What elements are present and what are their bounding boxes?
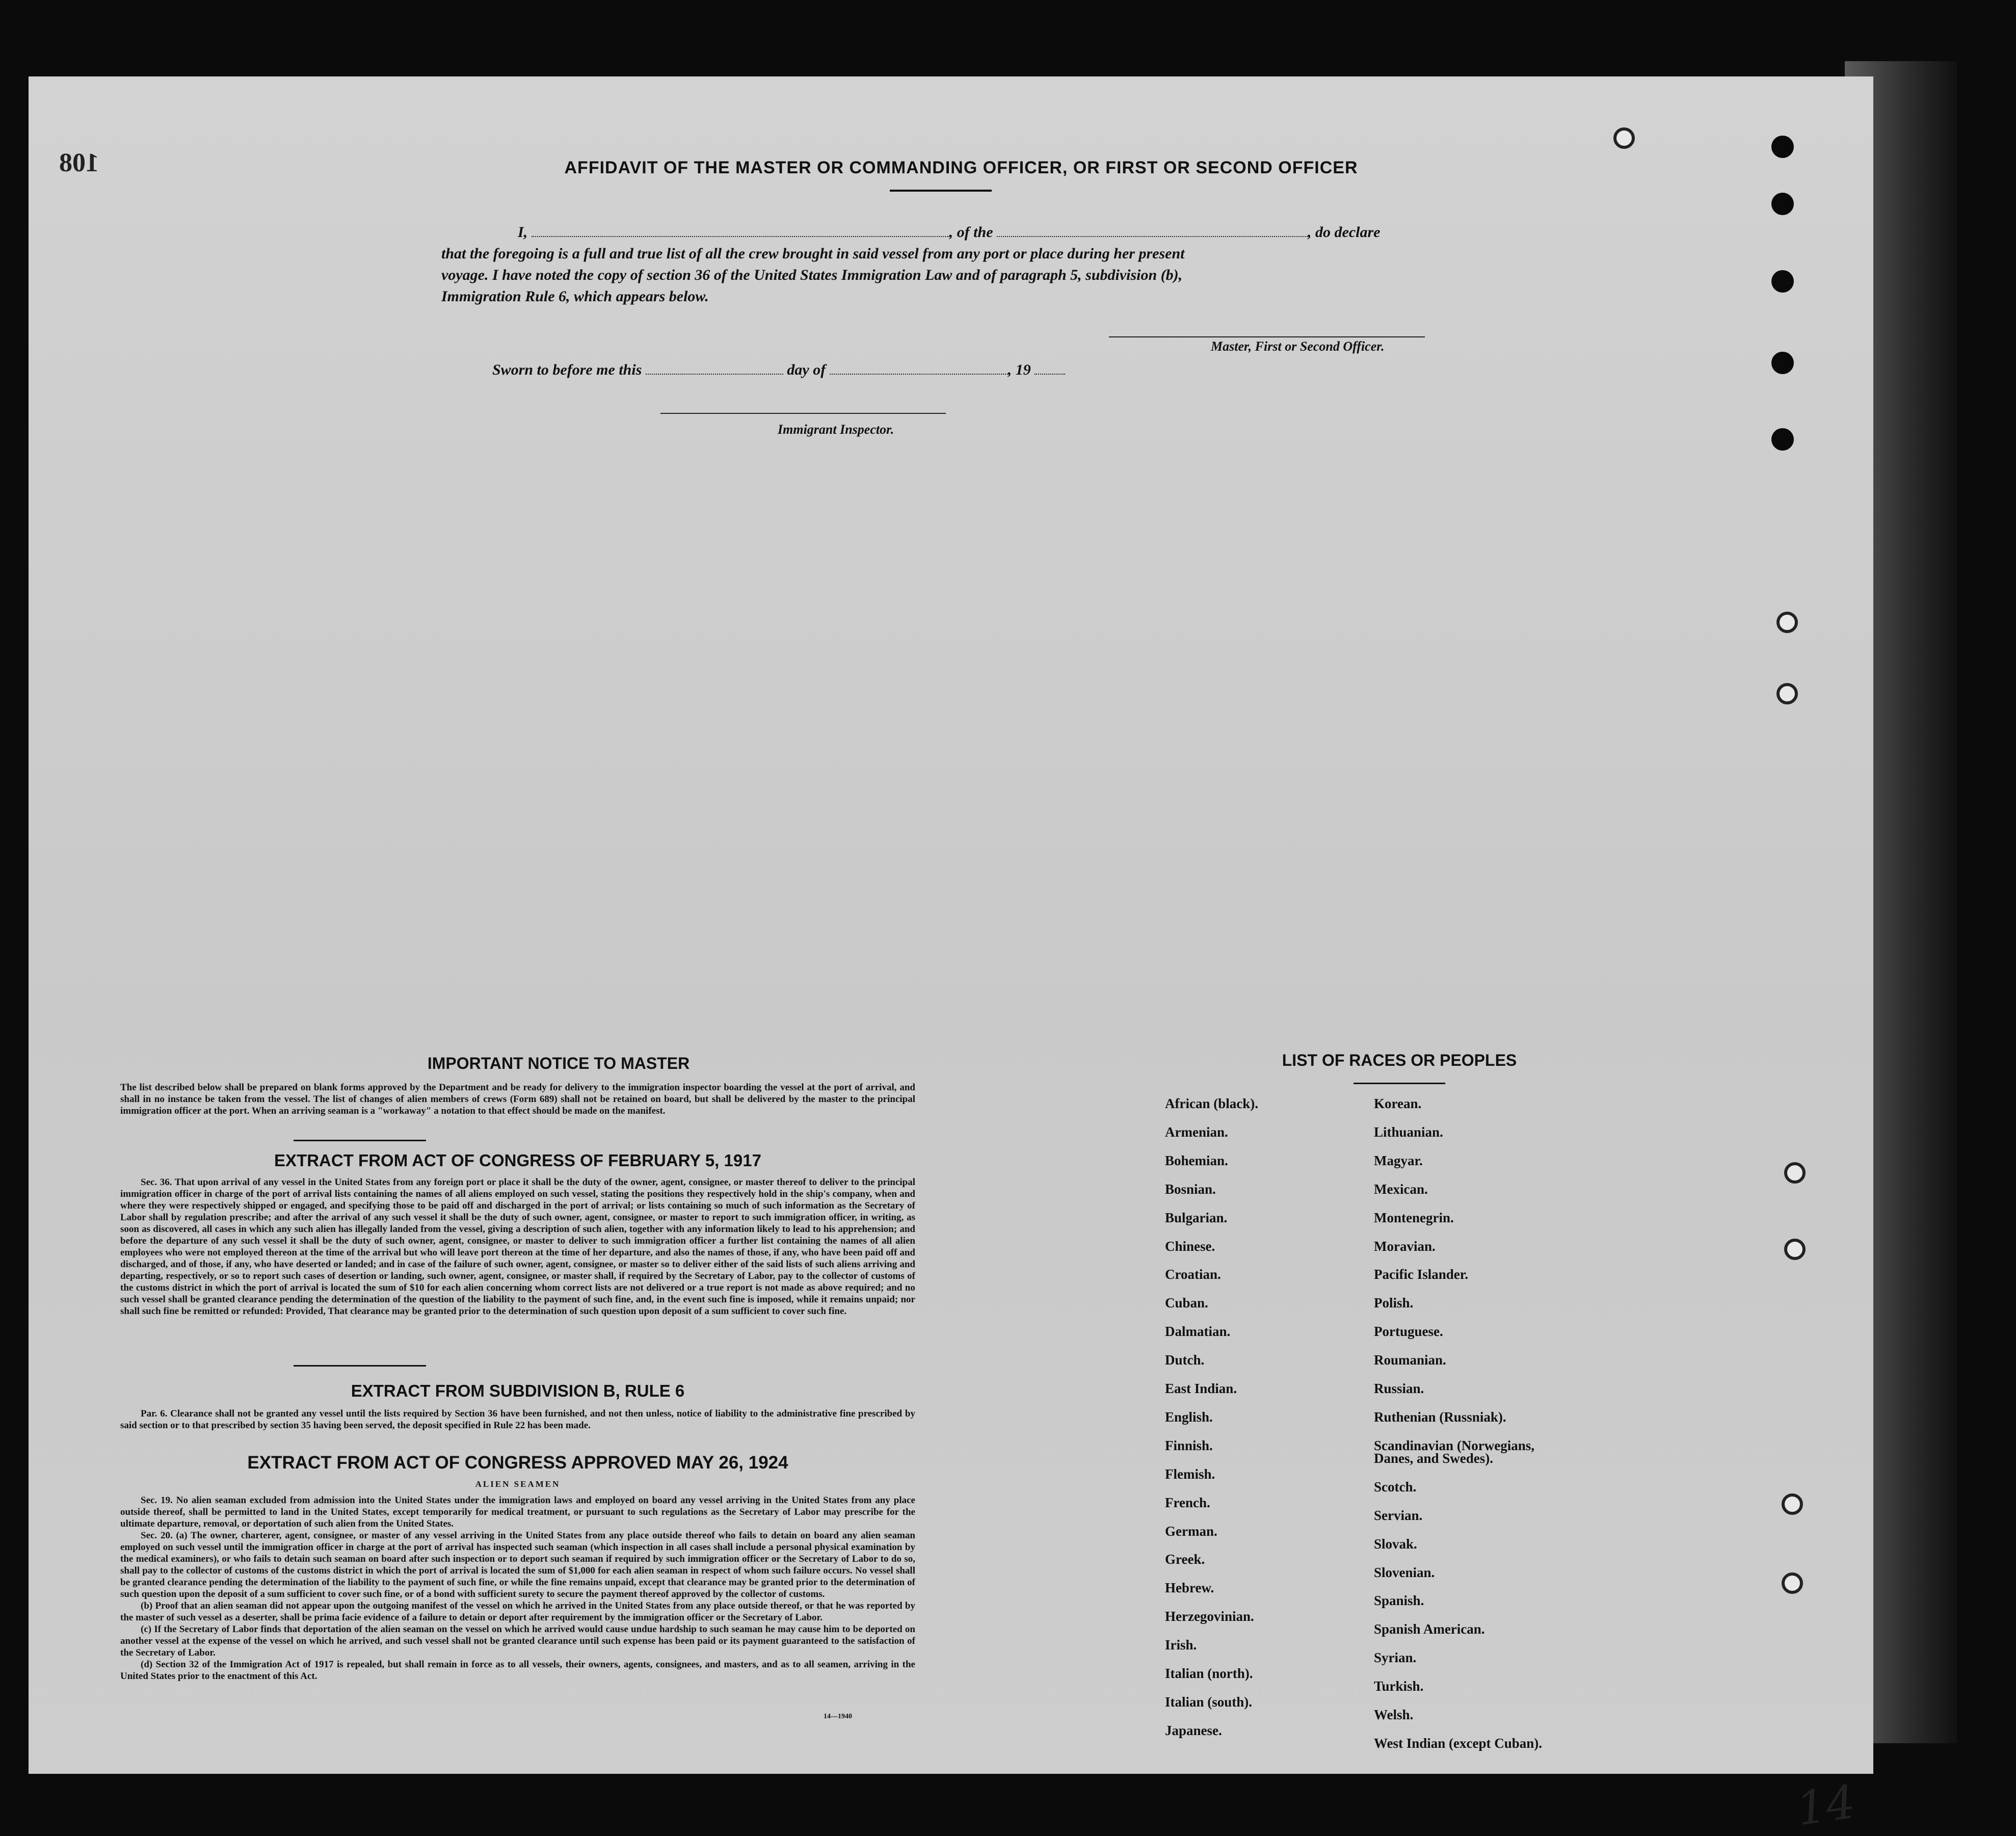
punch-hole <box>1776 683 1798 704</box>
race-item: Hebrew. <box>1165 1580 1214 1596</box>
race-item: Turkish. <box>1374 1678 1424 1694</box>
race-item: Italian (north). <box>1165 1666 1253 1681</box>
master-signature-label: Master, First or Second Officer. <box>1211 339 1385 354</box>
race-item: Dutch. <box>1165 1352 1205 1368</box>
affidavit-line-4: Immigration Rule 6, which appears below. <box>441 288 709 305</box>
punch-hole <box>1771 428 1794 451</box>
sworn-year: , 19 <box>1007 361 1031 378</box>
punch-hole <box>1771 193 1794 215</box>
sworn-day-of: day of <box>787 361 826 378</box>
handwritten-page-note: 14 <box>1793 1775 1859 1836</box>
notice-text: The list described below shall be prepared on blank forms approved by the Department and be ready for delivery to the immigration inspector boarding the vessel at the port of arrival, and shall in no instance be taken from the vessel. The list of changes of alien members of crews (Form 689) shall not be retained on board, but shall be delivered by the master to the principal immigration officer at the port. When an arriving seaman is a "workaway" a notation to that effect should be made on the manifest. <box>120 1082 915 1116</box>
title-divider <box>890 190 992 192</box>
vessel-blank[interactable] <box>997 224 1308 237</box>
extract-1917-text: Sec. 36. That upon arrival of any vessel in the United States from any foreign port or place it shall be the duty of the owner, agent, consignee, or master thereof to deliver to the principal immigration officer in charge of the port of arrival lists containing the names of all aliens employed on such vessel, stating the positions they respectively hold in the ship's company, when and where they were respectively shipped or engaged, and specifying those to be paid off and discharged in the port of arrival; or lists containing so much of such information as the Secretary of Labor shall by regulation prescribe; and after the arrival of any such vessel it shall be the duty of such owner, agent, consignee, or master to report to such immigration officer, in writing, as soon as discovered, all cases in which any such alien has illegally landed from the vessel, giving a description of such alien, together with any information likely to lead to his apprehension; and before the departure of any such vessel it shall be the duty of such owner, agent, consignee, or master to deliver to such immigration officer a further list containing the names of all alien employees who were not employed thereon at the time of the arrival but who will leave port thereon at the time of her departure, and also the names of those, if any, who have been paid off and discharged, and of those, if any, who have deserted or landed; and in case of the failure of such owner, agent, consignee, or master so to deliver either of the said lists of such aliens arriving and departing, respectively, or so to report such cases of desertion or landing, such owner, agent, consignee, or master shall, if required by the Secretary of Labor, pay to the collector of customs of the customs district in which the port of arrival is located the sum of $10 for each alien concerning whom correct lists are not delivered or a true report is not made as above required; and no such vessel shall be granted clearance pending the determination of the question of the liability to the payment of such fine, and, in the event such fine is imposed, while it remains unpaid; nor shall such fine be remitted or refunded: Provided, That clearance may be granted prior to the determination of such question upon deposit of a sum sufficient to cover such fine. <box>120 1177 915 1317</box>
affidavit-body <box>441 222 1501 307</box>
race-item: Roumanian. <box>1374 1352 1446 1368</box>
sworn-text: Sworn to before me this <box>492 361 642 378</box>
master-signature-line[interactable] <box>1109 336 1425 337</box>
race-item: English. <box>1165 1409 1213 1425</box>
race-item: Bosnian. <box>1165 1181 1216 1197</box>
race-item: Chinese. <box>1165 1238 1215 1254</box>
race-item: Greek. <box>1165 1552 1205 1567</box>
race-item: Bohemian. <box>1165 1152 1228 1168</box>
affidavit-of-the: , of the <box>949 224 993 241</box>
race-item: West Indian (except Cuban). <box>1374 1735 1543 1751</box>
affidavit-i: I, <box>518 224 528 241</box>
race-item: Bulgarian. <box>1165 1210 1228 1225</box>
punch-hole <box>1771 352 1794 374</box>
inspector-signature-line[interactable] <box>660 413 946 414</box>
extract-rule6-title: EXTRACT FROM SUBDIVISION B, RULE 6 <box>351 1381 685 1400</box>
race-item: East Indian. <box>1165 1381 1237 1396</box>
divider <box>294 1140 426 1141</box>
affidavit-line-2: that the foregoing is a full and true list of all the crew brought in said vessel from any port or place during her present <box>441 245 1185 262</box>
extract-rule6-text: Par. 6. Clearance shall not be granted any vessel until the lists required by Section 36 have been furnished, and not then unless, notice of liability to the administrative fine prescribed by said section or to that prescribed by section 35 having been served, the deposit specified in Rule 22 has been made. <box>120 1408 915 1431</box>
sworn-month-blank[interactable] <box>830 361 1008 375</box>
race-item: Cuban. <box>1165 1295 1208 1311</box>
race-item: Croatian. <box>1165 1267 1221 1282</box>
race-item: Pacific Islander. <box>1374 1267 1468 1282</box>
race-item: African (black). <box>1165 1096 1258 1111</box>
sworn-day-blank[interactable] <box>646 361 783 375</box>
race-item: Montenegrin. <box>1374 1210 1454 1225</box>
extract-1917-title: EXTRACT FROM ACT OF CONGRESS OF FEBRUARY 5, 1917 <box>274 1151 761 1170</box>
race-item: Dalmatian. <box>1165 1324 1231 1340</box>
race-item: Mexican. <box>1374 1181 1428 1197</box>
punch-hole <box>1776 612 1798 633</box>
race-item: Armenian. <box>1165 1124 1228 1140</box>
race-item: Danes, and Swedes). <box>1374 1450 1494 1466</box>
race-item: French. <box>1165 1494 1210 1510</box>
inspector-signature-label: Immigrant Inspector. <box>778 422 894 437</box>
divider <box>294 1365 426 1367</box>
race-item: Polish. <box>1374 1295 1414 1311</box>
punch-hole <box>1784 1239 1806 1260</box>
punch-hole <box>1613 127 1635 149</box>
affidavit-declare: , do declare <box>1308 224 1381 241</box>
form-number: 14—1940 <box>824 1713 852 1720</box>
race-item: Scotch. <box>1374 1479 1417 1494</box>
sec-20a-text: Sec. 20. (a) The owner, charterer, agent, consignee, or master of any vessel arriving in the United States from any place outside thereof who fails to detain on board any alien seaman employed on such vessel until the immigration officer in charge at the port of arrival has inspected such seaman (which inspection in all cases shall include a personal physical examination by the medical examiners), or who fails to detain such seaman on board after such inspection or to deport such seaman if required by such immigration officer or the Secretary of Labor to do so, shall pay to the collector of customs of the customs district in which the port of arrival is located the sum of $1,000 for each alien seaman in respect of whom such failure occurs. No vessel shall be granted clearance pending the determination of the liability to the payment of such fine, or while the fine remains unpaid, except that clearance may be granted prior to the determination of such question upon the deposit of a sum sufficient to cover such fine, or of a bond with sufficient surety to secure the payment thereof approved by the collector of customs. <box>120 1530 915 1599</box>
race-item: Servian. <box>1374 1507 1423 1523</box>
name-blank[interactable] <box>532 224 949 237</box>
sec-20b-text: (b) Proof that an alien seaman did not appear upon the outgoing manifest of the vessel on which he arrived in the United States from any place outside thereof, or that he was reported by the master of such vessel as a deserter, shall be prima facie evidence of a failure to detain or deport after requirement by the immigration officer or the Secretary of Labor. <box>120 1601 915 1623</box>
race-item: Italian (south). <box>1165 1694 1253 1710</box>
race-item: Spanish. <box>1374 1593 1424 1609</box>
page-number-stamp: 108 <box>59 148 99 177</box>
sec-20c-text: (c) If the Secretary of Labor finds that deportation of the alien seaman on the vessel on which he arrived would cause undue hardship to such seaman he may cause him to be deported on another vessel at the expense of the vessel on which he arrived, and such vessel shall not be granted clearance until such expense has been paid or its payment guaranteed to the satisfaction of the Secretary of Labor. <box>120 1624 915 1658</box>
race-item: Ruthenian (Russniak). <box>1374 1409 1506 1425</box>
races-title: LIST OF RACES OR PEOPLES <box>1282 1051 1517 1069</box>
punch-hole <box>1784 1162 1806 1184</box>
document-page <box>29 76 1873 1836</box>
sworn-year-blank[interactable] <box>1034 361 1065 375</box>
sworn-line <box>492 359 1206 381</box>
notice-title: IMPORTANT NOTICE TO MASTER <box>427 1054 690 1072</box>
race-item: Welsh. <box>1374 1707 1414 1723</box>
punch-hole <box>1782 1572 1803 1594</box>
affidavit-line-3: voyage. I have noted the copy of section 36 of the United States Immigration Law and of paragraph 5, subdivision (b), <box>441 267 1183 283</box>
race-item: Magyar. <box>1374 1152 1423 1168</box>
race-item: Spanish American. <box>1374 1621 1485 1637</box>
divider <box>1354 1083 1445 1084</box>
sec-19-text: Sec. 19. No alien seaman excluded from admission into the United States under the immigration laws and employed on board any vessel arriving in the United States from any place outside thereof, shall be permitted to land in the United States, except temporarily for medical treatment, or pursuant to such regulations as the Secretary of Labor may prescribe for the ultimate departure, removal, or deportation of such alien from the United States. <box>120 1495 915 1529</box>
extract-1924-title: EXTRACT FROM ACT OF CONGRESS APPROVED MAY 26, 1924 <box>247 1453 788 1473</box>
race-item: Slovenian. <box>1374 1564 1435 1580</box>
race-item: Japanese. <box>1165 1722 1222 1738</box>
race-item: Moravian. <box>1374 1238 1436 1254</box>
race-item: Herzegovinian. <box>1165 1609 1254 1624</box>
race-item: Finnish. <box>1165 1437 1213 1453</box>
race-item: Russian. <box>1374 1381 1424 1396</box>
race-item: Irish. <box>1165 1637 1197 1653</box>
punch-hole <box>1782 1493 1803 1515</box>
race-item: Scandinavian (Norwegians, <box>1374 1437 1535 1453</box>
race-item: Lithuanian. <box>1374 1124 1443 1140</box>
race-item: Portuguese. <box>1374 1324 1443 1340</box>
race-item: German. <box>1165 1523 1217 1539</box>
extract-1924-body <box>120 1494 915 1682</box>
race-item: Flemish. <box>1165 1466 1215 1482</box>
affidavit-title: AFFIDAVIT OF THE MASTER OR COMMANDING OFFICER, OR FIRST OR SECOND OFFICER <box>564 158 1358 177</box>
race-item: Korean. <box>1374 1096 1422 1111</box>
race-item: Syrian. <box>1374 1650 1417 1666</box>
punch-hole <box>1771 136 1794 158</box>
punch-hole <box>1771 270 1794 293</box>
sec-20d-text: (d) Section 32 of the Immigration Act of 1917 is repealed, but shall remain in force as to all vessels, their owners, agents, consignees, and masters, and as to all seamen, arriving in the United States prior to the enactment of this Act. <box>120 1659 915 1682</box>
race-item: Slovak. <box>1374 1536 1417 1552</box>
extract-1924-subtitle: ALIEN SEAMEN <box>475 1479 561 1489</box>
